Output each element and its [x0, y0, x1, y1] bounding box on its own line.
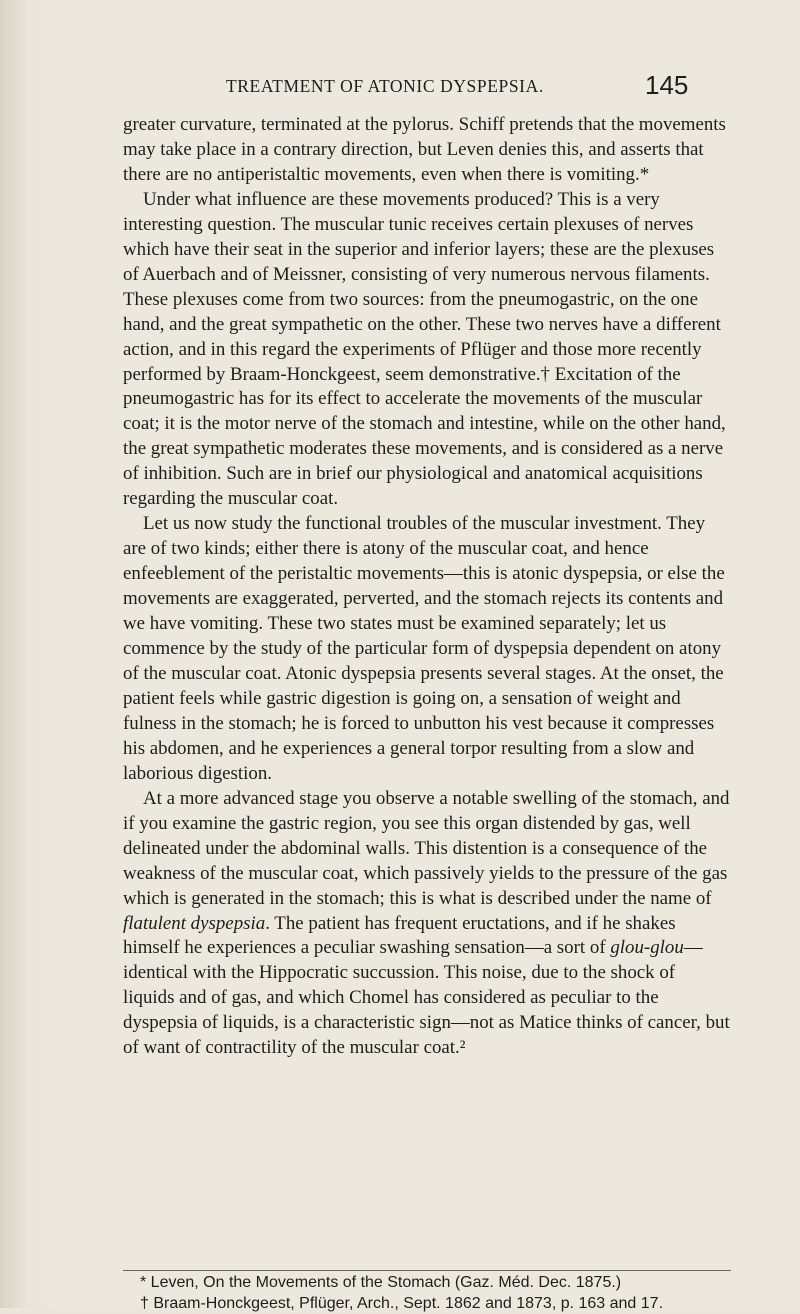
paragraph-3: Let us now study the functional troubles of the muscular investment. They are of two kinds; either there is atony of the muscular coat, and hence enfeeblement of the peristaltic movements—this is atonic dyspepsia, or else the movements are exaggerated, perverted, and the stomach rejects its contents and we have vomiting. These two states must be examined separately; let us commence by the study of the particular form of dyspepsia dependent on atony of the muscular coat. Atonic dyspepsia presents several stages. At the onset, the patient feels while gastric digestion is going on, a sensation of weight and fulness in the stomach; he is forced to unbutton his vest because it compresses his abdomen, and he experiences a general torpor resulting from a slow and laborious digestion. — [123, 513, 725, 784]
page-number: 145 — [645, 70, 689, 100]
paragraph-4-italic-2: glou-glou — [610, 937, 684, 959]
paragraph-4-text-1: At a more advanced stage you observe a notable swelling of the stomach, and if you examine the gastric region, you see this organ distended by gas, well delineated under the abdominal walls. This distention is a consequence of the weakness of the muscular coat, which passively yields to the pressure of the gas which is generated in the stomach; this is what is described under the name of — [123, 787, 730, 909]
paragraph-4-text-3: —identical with the Hippocratic succussion. This noise, due to the shock of liquids and of gas, and which Chomel has considered as peculiar to the dyspepsia of liquids, is a characteristic sign—not as Matice thinks of cancer, but of want of contractility of the muscular coat.² — [123, 937, 730, 1059]
paragraph-4 — [123, 787, 731, 1061]
paragraph-4-italic-1: flatulent dyspepsia — [123, 912, 266, 934]
paragraph-4-text-2: . The patient has frequent eructations, and if he shakes himself he experiences a peculiar swashing sensation—a sort of — [123, 912, 676, 959]
footnote-2: † Braam-Honckgeest, Pflüger, Arch., Sept. 1862 and 1873, p. 163 and 17. — [140, 1295, 664, 1312]
running-title: TREATMENT OF ATONIC DYSPEPSIA. — [226, 76, 544, 96]
body-text — [123, 113, 731, 1061]
footnote-1: * Leven, On the Movements of the Stomach (Gaz. Méd. Dec. 1875.) — [140, 1274, 622, 1291]
paragraph-1: greater curvature, terminated at the pylorus. Schiff pretends that the movements may take place in a contrary direction, but Leven denies this, and asserts that there are no antiperistaltic movements, even when there is vomiting.* — [123, 114, 726, 185]
paragraph-2: Under what influence are these movements produced? This is a very interesting question. The muscular tunic receives certain plexuses of nerves which have their seat in the superior and inferior layers; these are the plexuses of Auerbach and of Meissner, consisting of very numerous nervous filaments. These plexuses come from two sources: from the pneumogastric, on the one hand, and the great sympathetic on the other. These two nerves have a different action, and in this regard the experiments of Pflüger and those more recently performed by Braam-Honckgeest, seem demonstrative.† Excitation of the pneumogastric has for its effect to accelerate the movements of the muscular coat; it is the motor nerve of the stomach and intestine, while on the other hand, the great sympathetic moderates these movements, and is considered as a nerve of inhibition. Such are in brief our physiological and anatomical acquisitions regarding the muscular coat. — [123, 188, 726, 510]
page-header — [0, 70, 800, 104]
footnote-rule — [123, 1270, 731, 1271]
